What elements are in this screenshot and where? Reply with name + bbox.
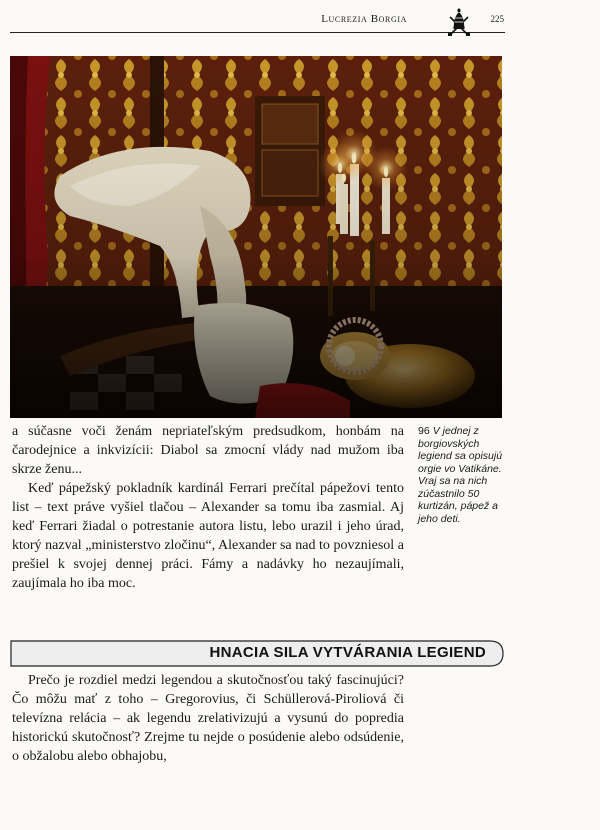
running-title: Lucrezia Borgia bbox=[321, 13, 407, 25]
body-paragraph: Prečo je rozdiel medzi legendou a skutočnosťou taký fascinujúci? Čo môžu mať z toho – Gregorovius, či Schüllerová-Piroliová či televízna relácia – ak legendu zrelativizujú a vysunú do popredia historickú skutočnosť? Zrejme tu nejde o posúdenie alebo odsúdenie, o obžalobu alebo obhajobu, bbox=[12, 673, 404, 764]
section-heading: HNACIA SILA VYTVÁRANIA LEGIEND bbox=[209, 644, 486, 661]
section-body-text bbox=[12, 671, 404, 766]
page-number: 225 bbox=[490, 14, 504, 24]
papal-tiara-keys-icon bbox=[447, 8, 471, 38]
body-paragraph: Keď pápežský pokladník kardinál Ferrari prečítal pápežovi tento list – text práve vyšiel tlačou – Alexander sa tomu iba zasmial. Aj keď Ferrari žiadal o potrestanie autora listu, lebo urazil i jeho úrad, ktorý nazval „ministerstvo zločinu“, Alexander sa nad to povzniesol a prešiel k svojej dennej práci. Fámy a nadávky ho nezaujímali, zaujímala ho iba moc. bbox=[12, 481, 404, 591]
figure-caption bbox=[418, 425, 510, 525]
body-text-column bbox=[12, 422, 404, 593]
caption-text: V jednej z borgiovských legiend sa opisujú orgie vo Vatikáne. Vraj sa na nich zúčastnilo 50 kurtizán, pápež a jeho deti. bbox=[418, 425, 503, 525]
running-header bbox=[10, 10, 505, 33]
figure-number: 96 bbox=[418, 425, 430, 437]
body-paragraph: a súčasne voči ženám nepriateľským predsudkom, honbám na čarodejnice a inkvizícii: Diabol sa zmocní vlády nad mužom iba skrze ženu... bbox=[12, 424, 404, 477]
section-heading-bar bbox=[10, 640, 504, 667]
candlelit-bed-chamber-photo bbox=[10, 56, 502, 418]
